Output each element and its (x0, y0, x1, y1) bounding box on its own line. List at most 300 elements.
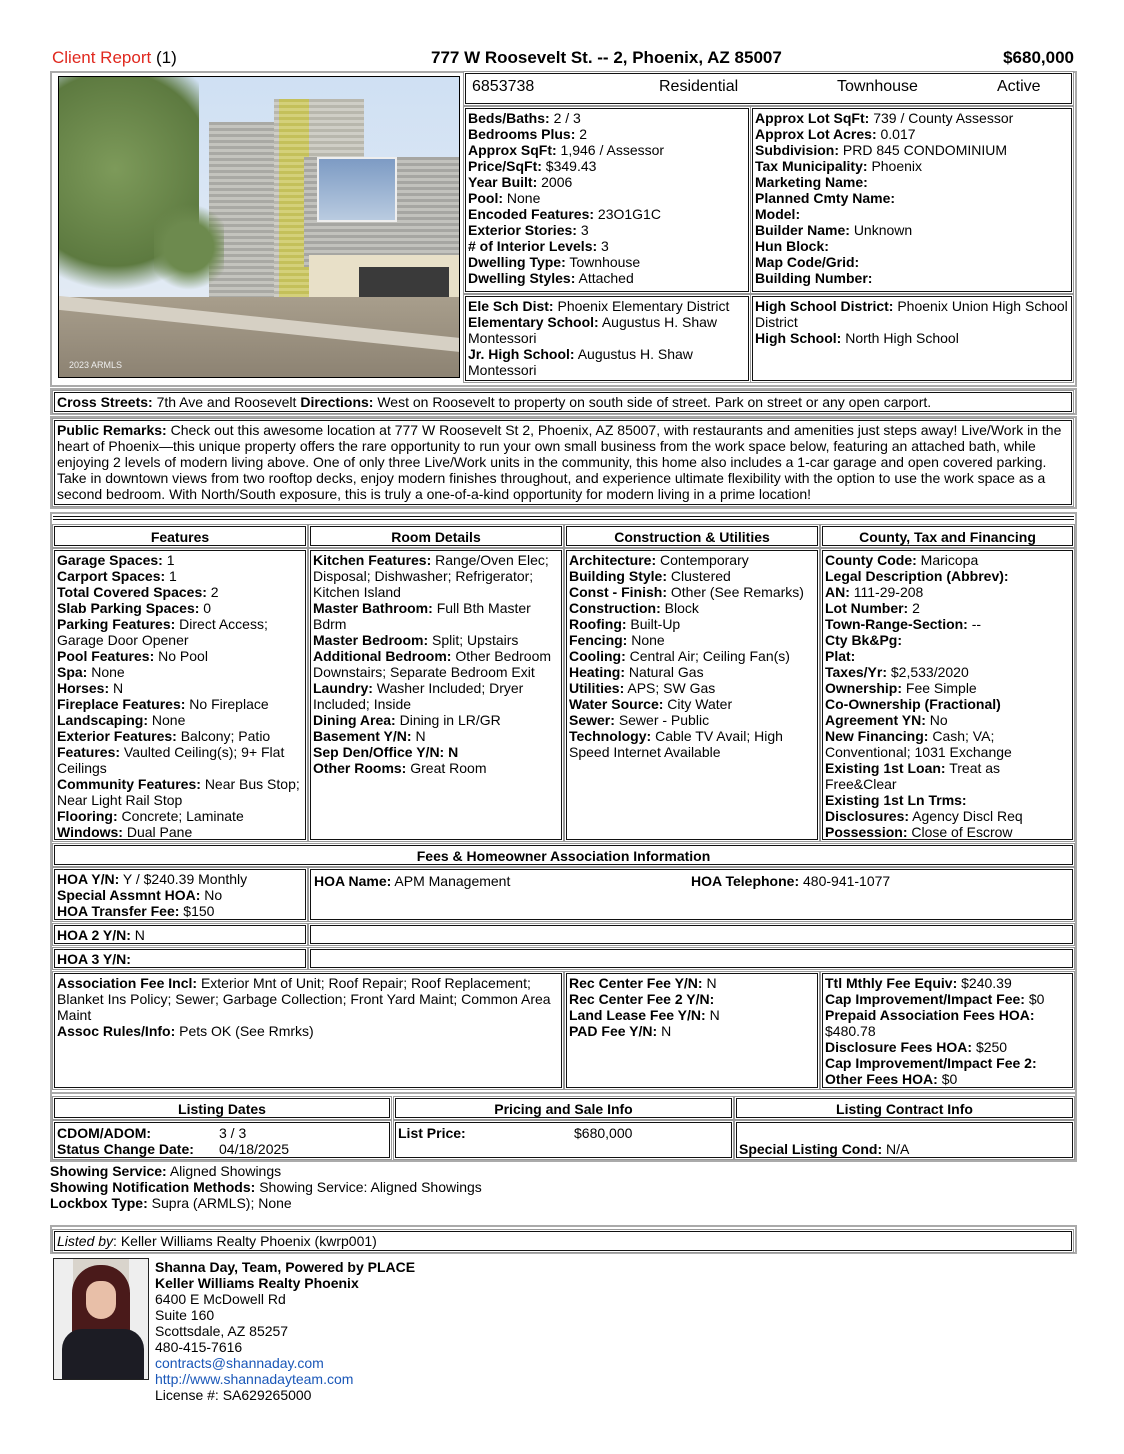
field-label: Technology: (569, 728, 652, 744)
field-value: 1 (169, 568, 177, 584)
field-label: Price/SqFt: (468, 158, 542, 174)
field-value: 2 / 3 (553, 110, 581, 126)
field-value: No Pool (158, 648, 208, 664)
field-row (755, 254, 1069, 270)
field-row (57, 951, 303, 967)
field-value: Pets OK (See Rmrks) (179, 1023, 314, 1039)
field-value: $349.43 (545, 158, 597, 174)
field-label: Disclosures: (825, 808, 910, 824)
rec-center-fees (566, 973, 818, 1088)
agent-license: License #: SA629265000 (155, 1387, 312, 1403)
field-label: Tax Municipality: (755, 158, 868, 174)
field-label: Approx SqFt: (468, 142, 557, 158)
field-label: HOA Transfer Fee: (57, 903, 180, 919)
section-header-pricing: Pricing and Sale Info (395, 1098, 732, 1118)
field-value: Dual Pane (126, 824, 193, 840)
field-row (57, 422, 1069, 502)
field-row (825, 632, 1070, 648)
hoa3-empty (310, 949, 1073, 968)
field-label: Kitchen Features: (313, 552, 432, 568)
field-value: West on Roosevelt to property on south side of street. Park on street or any open carport. (377, 394, 932, 410)
list-price-label: List Price: (398, 1125, 466, 1141)
field-row (569, 664, 815, 680)
field-label: Legal Description (Abbrev): (825, 568, 1009, 584)
field-label: Const - Finish: (569, 584, 667, 600)
field-label: Horses: (57, 680, 110, 696)
field-label: HOA 3 Y/N: (57, 951, 131, 967)
field-row (755, 174, 1069, 190)
field-label: Association Fee Incl: (57, 975, 198, 991)
field-label: Builder Name: (755, 222, 850, 238)
field-row (57, 776, 303, 808)
field-value: Augustus H. Shaw Montessori (468, 346, 693, 378)
field-value: APS; SW Gas (627, 680, 716, 696)
field-label: Ele Sch Dist: (468, 298, 554, 314)
field-label: Existing 1st Loan: (825, 760, 946, 776)
cross-streets (54, 392, 1072, 412)
field-label: New Financing: (825, 728, 929, 744)
field-label: High School District: (755, 298, 894, 314)
field-value: 1,946 / Assessor (560, 142, 665, 158)
field-row (569, 616, 815, 632)
field-row (569, 975, 815, 991)
field-row (57, 744, 303, 776)
field-row (57, 600, 303, 616)
field-label: Parking Features: (57, 616, 176, 632)
field-label: Approx Lot Acres: (755, 126, 877, 142)
field-value: Attached (578, 270, 634, 286)
cdom-value: 3 / 3 (219, 1125, 247, 1141)
field-row (313, 712, 559, 728)
field-row (825, 680, 1070, 696)
field-label: Other Fees HOA: (825, 1071, 938, 1087)
section-header-county: County, Tax and Financing (822, 526, 1073, 546)
rooms-list (310, 550, 562, 840)
field-row (57, 927, 303, 943)
field-row (57, 728, 303, 744)
field-label: HOA Y/N: (57, 871, 120, 887)
field-row (313, 744, 559, 760)
mls-number: 6853738 (472, 78, 535, 95)
field-value: 23O1G1C (597, 206, 661, 222)
field-label: Dwelling Type: (468, 254, 566, 270)
hoa-telephone: HOA Telephone: 480-941-1077 (691, 873, 891, 889)
field-label: Agreement YN: (825, 712, 926, 728)
details-left (465, 108, 749, 292)
agent-city: Scottsdale, AZ 85257 (155, 1323, 289, 1339)
field-row (300, 394, 931, 410)
field-row (569, 648, 815, 664)
field-row (57, 568, 303, 584)
property-class: Residential (659, 78, 739, 95)
agent-name: Shanna Day, Team, Powered by PLACE (155, 1259, 416, 1275)
field-label: Pool: (468, 190, 503, 206)
hoa-info (54, 869, 306, 920)
field-label: Special Assmnt HOA: (57, 887, 201, 903)
field-row (825, 1071, 1070, 1087)
field-row (825, 712, 1070, 728)
field-label: Carport Spaces: (57, 568, 166, 584)
field-value: Phoenix Elementary District (557, 298, 730, 314)
field-value: Treat as Free&Clear (825, 760, 1001, 792)
field-row (825, 1007, 1070, 1039)
listing-summary-bar (465, 73, 1072, 104)
field-label: Rec Center Fee 2 Y/N: (569, 991, 715, 1007)
field-value: No Fireplace (189, 696, 269, 712)
listed-by (54, 1231, 1072, 1251)
field-row (825, 1039, 1070, 1055)
field-label: Basement Y/N: (313, 728, 412, 744)
field-row (569, 712, 815, 728)
property-photo (58, 76, 460, 378)
field-value: $480.78 (825, 1023, 876, 1039)
construction-list (566, 550, 818, 840)
field-value: 7th Ave and Roosevelt (156, 394, 297, 410)
field-value: None (631, 632, 665, 648)
field-label: Showing Service: (50, 1163, 167, 1179)
divider (50, 1092, 1077, 1094)
field-value: No (204, 887, 223, 903)
field-label: Building Style: (569, 568, 667, 584)
field-label: Subdivision: (755, 142, 839, 158)
field-row (755, 190, 1069, 206)
field-label: Town-Range-Section: (825, 616, 968, 632)
field-value: Contemporary (660, 552, 749, 568)
field-row (569, 600, 815, 616)
field-value: $0 (941, 1071, 958, 1087)
field-label: Fencing: (569, 632, 628, 648)
field-row (313, 680, 559, 712)
public-remarks (54, 420, 1072, 505)
field-value: Other Bedroom Downstairs; Separate Bedroom Exit (313, 648, 552, 680)
field-row (57, 824, 303, 840)
field-label: Heating: (569, 664, 625, 680)
field-value: Cable TV Avail; High Speed Internet Available (569, 728, 783, 760)
cdom-label: CDOM/ADOM: (57, 1125, 152, 1141)
field-row (755, 158, 1069, 174)
field-row (755, 142, 1069, 158)
field-label: Lot Number: (825, 600, 909, 616)
field-value: Aligned Showings (169, 1163, 282, 1179)
client-report-label: Client Report (52, 48, 152, 67)
field-value: 0 (203, 600, 212, 616)
field-row (825, 824, 1070, 840)
field-value: Check out this awesome location at 777 W Roosevelt St 2, Phoenix, AZ 85007, with restaurants and amenities just steps away! Live/Work in the heart of Phoenix—this unique property offers the rare opportunity to run your own small business from the work space below, featuring an attached bath, while enjoying 2 levels of modern living above. One of only three Live/Work units in the community, this home also includes a 1-car garage and open covered parking. Take in downtown views from two rooftop decks, enjoy modern finishes throughout, and experience ultimate flexibility with the option to use the work space as a second bedroom. With North/South exposure, this is truly a one-of-a-kind opportunity for modern living in a prime location! (57, 422, 1062, 502)
field-value: Other (See Remarks) (670, 584, 804, 600)
county-list (822, 550, 1073, 840)
field-value: Dining in LR/GR (399, 712, 501, 728)
field-value: Range/Oven Elec; Disposal; Dishwasher; Refrigerator; Kitchen Island (313, 552, 549, 600)
field-value: Unknown (853, 222, 913, 238)
report-title (52, 48, 177, 68)
field-value: Near Bus Stop; Near Light Rail Stop (57, 776, 300, 808)
field-value: N (661, 1023, 672, 1039)
field-label: Hun Block: (755, 238, 829, 254)
field-row (50, 1195, 650, 1211)
field-value: N (134, 927, 145, 943)
features-list (54, 550, 306, 840)
field-row (825, 808, 1070, 824)
field-row (57, 648, 303, 664)
field-row (825, 664, 1070, 680)
field-label: Jr. High School: (468, 346, 575, 362)
agent-website-link[interactable]: http://www.shannadayteam.com (155, 1371, 354, 1387)
field-value: $250 (975, 1039, 1008, 1055)
field-row (468, 158, 746, 174)
field-label: Model: (755, 206, 801, 222)
field-row (57, 712, 303, 728)
field-value: 2 (210, 584, 219, 600)
field-label: Cooling: (569, 648, 626, 664)
field-row (468, 346, 746, 378)
field-label: Cap Improvement/Impact Fee: (825, 991, 1025, 1007)
field-value: Clustered (670, 568, 731, 584)
field-row (468, 298, 746, 314)
field-row (57, 808, 303, 824)
field-label: Total Covered Spaces: (57, 584, 207, 600)
field-value: PRD 845 CONDOMINIUM (842, 142, 1008, 158)
field-value: 3 (601, 238, 609, 254)
field-value: No (929, 712, 948, 728)
field-label: Bedrooms Plus: (468, 126, 576, 142)
field-label: Spa: (57, 664, 88, 680)
schools-right (752, 296, 1072, 381)
agent-email-link[interactable]: contracts@shannaday.com (155, 1355, 324, 1371)
field-value: Phoenix (871, 158, 923, 174)
field-row (57, 616, 303, 648)
field-label: Features: (57, 744, 121, 760)
field-value: N (709, 1007, 720, 1023)
field-label: Master Bedroom: (313, 632, 429, 648)
field-row (57, 696, 303, 712)
field-row (825, 760, 1070, 792)
field-row (755, 206, 1069, 222)
field-label: Encoded Features: (468, 206, 595, 222)
field-row (57, 871, 303, 887)
field-row (825, 600, 1070, 616)
status-change-label: Status Change Date: (57, 1141, 194, 1157)
field-row (57, 903, 303, 919)
field-label: Dwelling Styles: (468, 270, 576, 286)
agent-office: Keller Williams Realty Phoenix (155, 1275, 359, 1291)
field-value: $2,533/2020 (890, 664, 969, 680)
field-row (825, 616, 1070, 632)
field-value: Fee Simple (905, 680, 977, 696)
field-label: Utilities: (569, 680, 625, 696)
field-row (569, 728, 815, 760)
field-value: None (91, 664, 125, 680)
field-row (825, 792, 1070, 808)
field-label: Sep Den/Office Y/N: N (313, 744, 459, 760)
field-row (569, 568, 815, 584)
field-value: Supra (ARMLS); None (151, 1195, 292, 1211)
field-label: Water Source: (569, 696, 664, 712)
field-value: Direct Access; Garage Door Opener (57, 616, 268, 648)
field-label: Rec Center Fee Y/N: (569, 975, 703, 991)
field-label: Land Lease Fee Y/N: (569, 1007, 706, 1023)
header-price: $680,000 (1003, 48, 1074, 67)
field-value: Split; Upstairs (432, 632, 519, 648)
field-label: Elementary School: (468, 314, 599, 330)
field-value: Exterior Mnt of Unit; Roof Repair; Roof Replacement; Blanket Ins Policy; Sewer; Garbage Collection; Front Yard Maint; Common Area Maint (57, 975, 551, 1023)
field-row (313, 760, 559, 776)
field-label: Landscaping: (57, 712, 149, 728)
divider (53, 516, 1074, 520)
agent-address-1: 6400 E McDowell Rd (155, 1291, 286, 1307)
field-label: Existing 1st Ln Trms: (825, 792, 967, 808)
field-value: None (506, 190, 541, 206)
field-label: Lockbox Type: (50, 1195, 148, 1211)
field-row (755, 222, 1069, 238)
field-value: Full Bth Master Bdrm (313, 600, 531, 632)
field-row (825, 696, 1070, 712)
field-label: Building Number: (755, 270, 873, 286)
listing-status: Active (997, 78, 1041, 95)
field-row (468, 126, 746, 142)
field-value: 0.017 (880, 126, 916, 142)
field-label: Directions: (300, 394, 374, 410)
field-label: Other Rooms: (313, 760, 407, 776)
details-right (752, 108, 1072, 292)
section-header-contract: Listing Contract Info (736, 1098, 1073, 1118)
field-row (569, 584, 815, 600)
listing-dates (54, 1122, 390, 1158)
field-row (468, 314, 746, 346)
field-row (755, 270, 1069, 286)
field-row (569, 696, 815, 712)
field-value: Balcony; Patio (180, 728, 271, 744)
field-row (825, 552, 1070, 568)
field-label: Year Built: (468, 174, 538, 190)
field-row (825, 1055, 1070, 1071)
field-row (313, 600, 559, 632)
field-label: PAD Fee Y/N: (569, 1023, 658, 1039)
section-header-listing-dates: Listing Dates (54, 1098, 390, 1118)
field-label: Exterior Stories: (468, 222, 577, 238)
field-label: Additional Bedroom: (313, 648, 452, 664)
field-label: Laundry: (313, 680, 373, 696)
field-label: HOA 2 Y/N: (57, 927, 131, 943)
field-label: Plat: (825, 648, 856, 664)
property-type: Townhouse (837, 78, 918, 95)
field-label: Architecture: (569, 552, 657, 568)
field-value: Sewer - Public (618, 712, 710, 728)
field-label: Public Remarks: (57, 422, 167, 438)
field-label: Possession: (825, 824, 908, 840)
agent-phone: 480-415-7616 (155, 1339, 243, 1355)
field-label: County Code: (825, 552, 917, 568)
field-label: Map Code/Grid: (755, 254, 860, 270)
field-row (755, 126, 1069, 142)
field-label: Master Bathroom: (313, 600, 433, 616)
hoa2-empty (310, 925, 1073, 944)
pricing-info (395, 1122, 732, 1158)
field-row (57, 664, 303, 680)
field-label: Slab Parking Spaces: (57, 600, 200, 616)
field-label: Cap Improvement/Impact Fee 2: (825, 1055, 1037, 1071)
field-value: Phoenix Union High School District (755, 298, 1068, 330)
field-label: Co-Ownership (Fractional) (825, 696, 1001, 712)
field-row (468, 142, 746, 158)
listed-by-value: : Keller Williams Realty Phoenix (kwrp001) (113, 1233, 377, 1249)
field-value: 2 (579, 126, 588, 142)
hoa3 (54, 949, 306, 968)
field-value: N (113, 680, 124, 696)
field-value: $150 (183, 903, 215, 919)
field-row (569, 1023, 815, 1039)
field-label: Garage Spaces: (57, 552, 163, 568)
field-label: Planned Cmty Name: (755, 190, 896, 206)
field-value: 2006 (541, 174, 573, 190)
status-change-value: 04/18/2025 (219, 1141, 290, 1157)
field-row (825, 728, 1070, 760)
association-fees (54, 973, 562, 1088)
field-label: Approx Lot SqFt: (755, 110, 870, 126)
field-label: Pool Features: (57, 648, 155, 664)
field-label: Beds/Baths: (468, 110, 550, 126)
field-row (825, 584, 1070, 600)
field-row (468, 174, 746, 190)
field-value: Concrete; Laminate (121, 808, 244, 824)
field-value: None (151, 712, 186, 728)
agent-photo (53, 1258, 149, 1380)
field-label: AN: (825, 584, 850, 600)
field-label: # of Interior Levels: (468, 238, 598, 254)
field-label: Windows: (57, 824, 123, 840)
field-label: Ttl Mthly Fee Equiv: (825, 975, 958, 991)
field-label: Ownership: (825, 680, 903, 696)
field-row (57, 552, 303, 568)
field-row (57, 975, 559, 1023)
fee-totals (822, 973, 1073, 1088)
property-address: 777 W Roosevelt St. -- 2, Phoenix, AZ 85007 (431, 48, 782, 67)
field-value: -- (971, 616, 982, 632)
field-label: Prepaid Association Fees HOA: (825, 1007, 1035, 1023)
field-value: Close of Escrow (911, 824, 1013, 840)
field-value: Cash; VA; Conventional; 1031 Exchange (825, 728, 1012, 760)
showing-info (50, 1163, 650, 1211)
schools-left (465, 296, 749, 381)
field-value: Block (664, 600, 699, 616)
field-row (825, 975, 1070, 991)
field-row (825, 568, 1070, 584)
listed-by-label: Listed by (57, 1233, 114, 1249)
section-header-construction: Construction & Utilities (566, 526, 818, 546)
field-row (468, 110, 746, 126)
photo-watermark: 2023 ARMLS (69, 360, 123, 370)
field-row (825, 991, 1070, 1007)
field-value: Augustus H. Shaw Montessori (468, 314, 717, 346)
field-row (569, 552, 815, 568)
field-value: Built-Up (630, 616, 681, 632)
field-row (468, 206, 746, 222)
field-row (50, 1163, 650, 1179)
field-value: Maricopa (920, 552, 979, 568)
field-row (825, 648, 1070, 664)
field-value: 1 (166, 552, 175, 568)
field-label: Community Features: (57, 776, 201, 792)
field-label: Construction: (569, 600, 661, 616)
field-label: High School: (755, 330, 842, 346)
field-label: Roofing: (569, 616, 627, 632)
field-value: City Water (667, 696, 733, 712)
field-label: Dining Area: (313, 712, 396, 728)
field-row (755, 110, 1069, 126)
agent-address-2: Suite 160 (155, 1307, 215, 1323)
field-value: North High School (845, 330, 959, 346)
field-row (313, 552, 559, 600)
field-row (755, 238, 1069, 254)
